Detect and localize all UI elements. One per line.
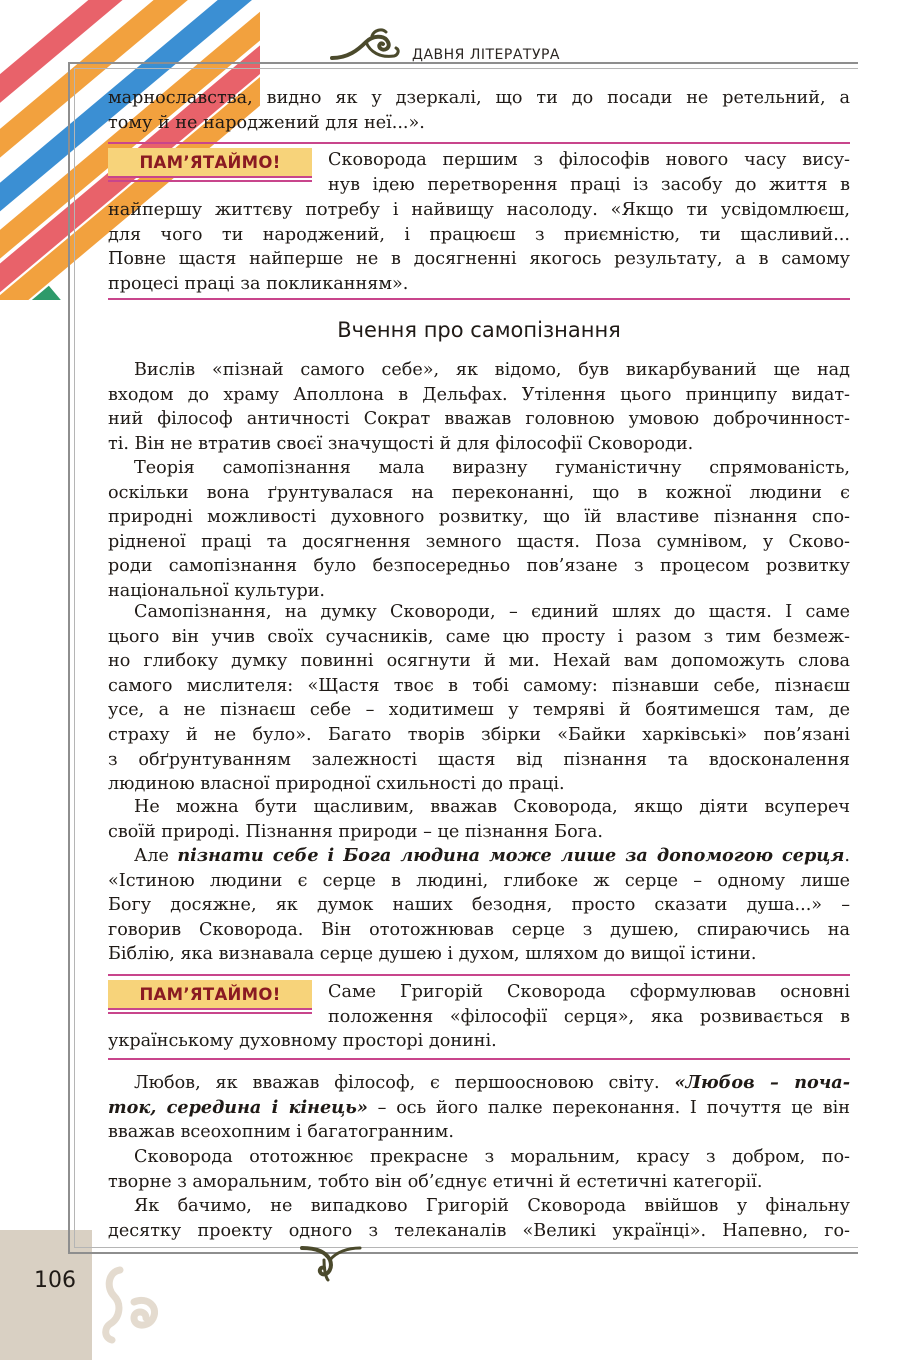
memo-badge [108, 980, 312, 1010]
memo-bottom-rule [108, 298, 850, 300]
text-line: Сковорода ототожнює прекрасне з моральним, красу з добром, по- [134, 1147, 850, 1167]
text-line: з обґрунтуванням залежності щастя від пізнання та вдосконалення [108, 749, 850, 770]
text-line: найпершу життєву потребу і найвищу насолоду. «Якщо ти усвідомлюєш, [108, 200, 850, 220]
memo-badge-label: ПАМ’ЯТАЙМО! [139, 985, 281, 1004]
text-line: ті. Він не втратив своєї значущості й для філософії Сковороди. [108, 433, 694, 454]
paragraph-2 [108, 456, 850, 604]
page-number: 106 [34, 1268, 76, 1293]
paragraph-3 [108, 600, 850, 797]
ornament-top-icon [328, 28, 404, 68]
text-line [108, 1096, 850, 1121]
text-line: но глибоку думку повинні осягнути й ми. Нехай вам допоможуть слова [108, 651, 850, 672]
text-line: для чого ти народжений, і працюєш з приємністю, ти щасливий... [108, 224, 850, 245]
text-line: вважав всеохопним і багатогранним. [108, 1122, 454, 1143]
memo-text-rest [108, 198, 850, 296]
text-line: нув ідею перетворення праці із засобу до життя в [328, 174, 850, 195]
text-line: рідненої праці та досягнення земного щастя. Поза сумнівом, у Сково- [108, 531, 850, 552]
paragraph-6 [108, 1071, 850, 1145]
paragraph-7 [108, 1145, 850, 1194]
emphasis-text: «Любов – поча- [674, 1072, 850, 1093]
text-line: тому й не народжений для неї...». [108, 112, 425, 133]
text-line: самого мислителя: «Щастя твоє в тобі самому: пізнавши себе, пізнаєш [108, 675, 850, 696]
intro-paragraph [108, 86, 850, 135]
memo-top-rule [108, 142, 850, 144]
ornament-bottom-icon [300, 1238, 364, 1282]
text-line: людиною власної природної схильності до праці. [108, 774, 565, 795]
memo-top-rule [108, 974, 850, 976]
text-line: українському духовному просторі донині. [108, 1031, 497, 1051]
text-line: роди самопізнання було безпосередньо пов’язане з процесом розвитку [108, 556, 850, 577]
paragraph-4 [108, 795, 850, 844]
text-line: «Істиною людини є серце в людині, глибоке ж серце – одному лише [108, 870, 850, 891]
text-line: Самопізнання, на думку Сковороди, – єдиний шлях до щастя. І саме [134, 602, 850, 622]
text-line: Сковорода першим з філософів нового часу вису- [328, 150, 850, 170]
text-run: Але [134, 846, 178, 866]
emphasis-text: пізнати себе і Бога людина може лише за допомогою серця [177, 845, 845, 866]
text-run: Любов, як вважав філософ, є першоосновою світу. [134, 1073, 675, 1093]
text-line: Саме Григорій Сковорода сформулював основні [328, 982, 850, 1002]
text-line: десятку проекту одного з телеканалів «Великі українці». Напевно, го- [108, 1220, 850, 1241]
text-line: страху й не було». Багато творів збірки «Байки харківські» пов’язані [108, 724, 850, 745]
text-line [108, 1071, 850, 1096]
paragraph-8 [108, 1194, 850, 1243]
emphasis-text: ток, середина і кінець» [108, 1096, 368, 1118]
paragraph-1 [108, 358, 850, 456]
text-run: – ось його палке переконання. І почуття це він [367, 1097, 850, 1118]
memo-text-rest [108, 1029, 850, 1054]
text-run: . [844, 846, 850, 866]
text-line: Біблію, яка визнавала серце душею і духом, шляхом до вищої істини. [108, 944, 757, 965]
section-title: Вчення про самопізнання [337, 318, 621, 342]
memo-bottom-rule [108, 1058, 850, 1060]
text-line: положення «філософії серця», яка розвивається в [328, 1006, 850, 1027]
text-line: входом до храму Аполлона в Дельфах. Утілення цього принципу видат- [108, 384, 850, 405]
text-line: Як бачимо, не випадково Григорій Сковорода ввійшов у фінальну [134, 1196, 850, 1216]
text-line: процесі праці за покликанням». [108, 273, 409, 294]
running-header: ДАВНЯ ЛІТЕРАТУРА [412, 47, 560, 63]
text-line: творне з аморальним, тобто він об’єднує етичні й естетичні категорії. [108, 1171, 763, 1192]
memo-text-top [328, 148, 850, 197]
paragraph-5 [108, 844, 850, 967]
memo-badge-label: ПАМ’ЯТАЙМО! [139, 153, 281, 172]
text-line: цього він учив своїх сучасників, саме цю просту і разом з тим безмеж- [108, 626, 850, 647]
text-line: природні можливості духовного розвитку, що їй властиве пізнання спо- [108, 507, 850, 528]
text-line: усе, а не пізнаєш себе – ходитимеш у темряві й боятимешся там, де [108, 700, 850, 721]
text-line [108, 844, 850, 869]
text-line: говорив Сковорода. Він ототожнював серце з душею, спираючись на [108, 919, 850, 940]
text-line: Повне щастя найперше не в досягненні якогось результату, а в самому [108, 249, 850, 270]
memo-badge [108, 148, 312, 178]
text-line: марнославства, видно як у дзеркалі, що ти до посади не ретельний, а [108, 88, 850, 108]
text-line: національної культури. [108, 580, 326, 601]
memo-text-top [328, 980, 850, 1029]
text-line: Богу досяжне, як думок наших безодня, просто сказати душа...» – [108, 895, 850, 916]
text-line: Теорія самопізнання мала виразну гуманістичну спрямованість, [134, 458, 850, 478]
publisher-logo-icon [100, 1262, 164, 1346]
text-line: своїй природі. Пізнання природи – це пізнання Бога. [108, 821, 603, 842]
text-line: Вислів «пізнай самого себе», як відомо, був викарбуваний ще над [134, 360, 850, 380]
text-line: ний філософ античності Сократ вважав головною умовою доброчинност- [108, 409, 850, 430]
text-line: Не можна бути щасливим, вважав Сковорода, якщо діяти всупереч [134, 797, 850, 817]
text-line: оскільки вона ґрунтувалася на переконанні, що в кожної людини є [108, 482, 850, 503]
